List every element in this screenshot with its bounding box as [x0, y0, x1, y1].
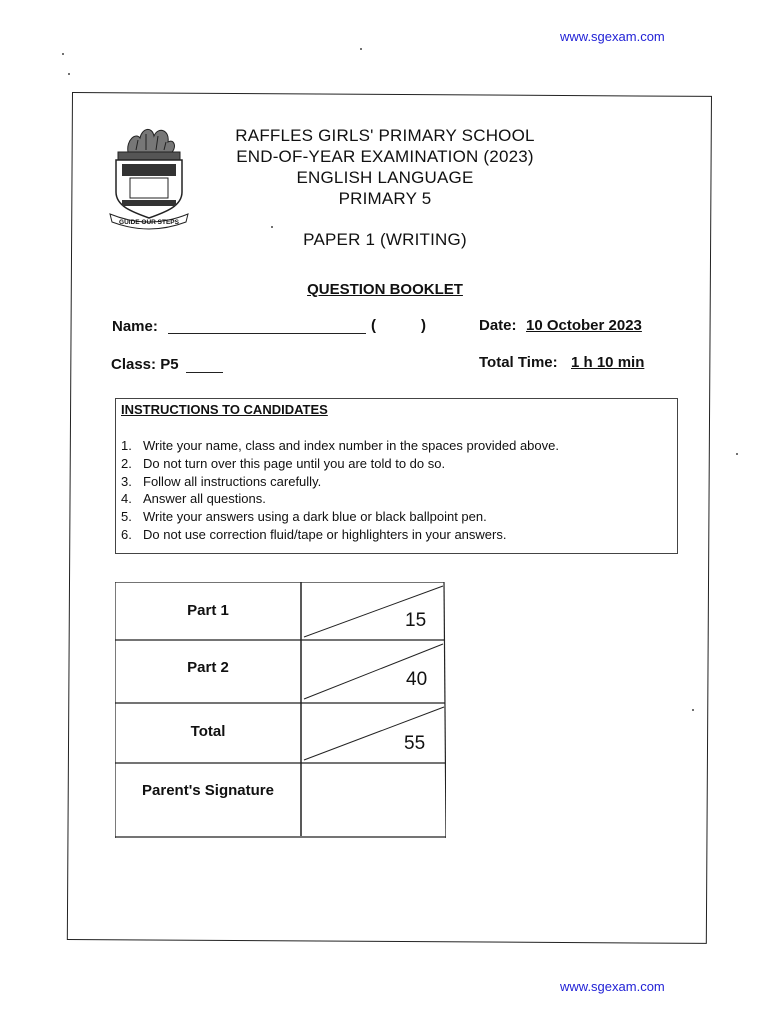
- website-link-bottom[interactable]: www.sgexam.com: [560, 979, 665, 994]
- instructions-list: [121, 437, 559, 544]
- class-label: Class: P5: [111, 356, 179, 373]
- scan-speck: [360, 48, 362, 50]
- instruction-item: 5. Write your answers using a dark blue or black ballpoint pen.: [121, 509, 487, 525]
- instruction-item: 1. Write your name, class and index number in the spaces provided above.: [121, 438, 559, 453]
- class-input-line[interactable]: [186, 372, 223, 373]
- marks-row-max: 40: [406, 669, 428, 690]
- scan-speck: [68, 73, 70, 75]
- marks-table: [115, 582, 446, 838]
- name-label: Name:: [112, 318, 158, 335]
- marks-row-label: Total: [190, 723, 226, 740]
- instructions-title: INSTRUCTIONS TO CANDIDATES: [121, 402, 328, 417]
- booklet-title: QUESTION BOOKLET: [307, 281, 463, 298]
- instruction-item: 3. Follow all instructions carefully.: [121, 473, 322, 489]
- website-link-top[interactable]: www.sgexam.com: [560, 29, 665, 44]
- level-title: PRIMARY 5: [338, 189, 432, 208]
- scan-speck: [62, 53, 64, 55]
- date-label: Date:: [479, 317, 517, 334]
- subject-title: ENGLISH LANGUAGE: [296, 168, 474, 187]
- marks-row-max: 15: [405, 610, 427, 631]
- name-input-line[interactable]: [168, 333, 366, 334]
- date-value: 10 October 2023: [526, 317, 642, 334]
- crest-motto: GUIDE OUR STEPS: [119, 219, 179, 226]
- instructions-box: [115, 398, 678, 554]
- total-time-label: Total Time:: [479, 354, 558, 371]
- marks-row-max: 55: [404, 733, 426, 754]
- index-bracket-open: (: [371, 317, 376, 334]
- instruction-item: 6. Do not use correction fluid/tape or highlighters in your answers.: [121, 526, 507, 542]
- total-time-value: 1 h 10 min: [571, 354, 645, 371]
- marks-row-label: Part 1: [187, 602, 229, 619]
- marks-row-label: Part 2: [187, 659, 229, 676]
- instruction-item: 4. Answer all questions.: [121, 491, 266, 507]
- school-name: RAFFLES GIRLS' PRIMARY SCHOOL: [235, 126, 535, 145]
- parent-signature-cell[interactable]: [303, 765, 443, 835]
- exam-title: END-OF-YEAR EXAMINATION (2023): [236, 147, 534, 166]
- index-bracket-close: ): [421, 317, 426, 334]
- paper-title: PAPER 1 (WRITING): [303, 230, 467, 249]
- scan-speck: [736, 453, 738, 455]
- instruction-item: 2. Do not turn over this page until you are told to do so.: [121, 455, 446, 471]
- marks-row-label: Parent's Signature: [142, 782, 274, 799]
- school-crest-logo: [108, 122, 190, 230]
